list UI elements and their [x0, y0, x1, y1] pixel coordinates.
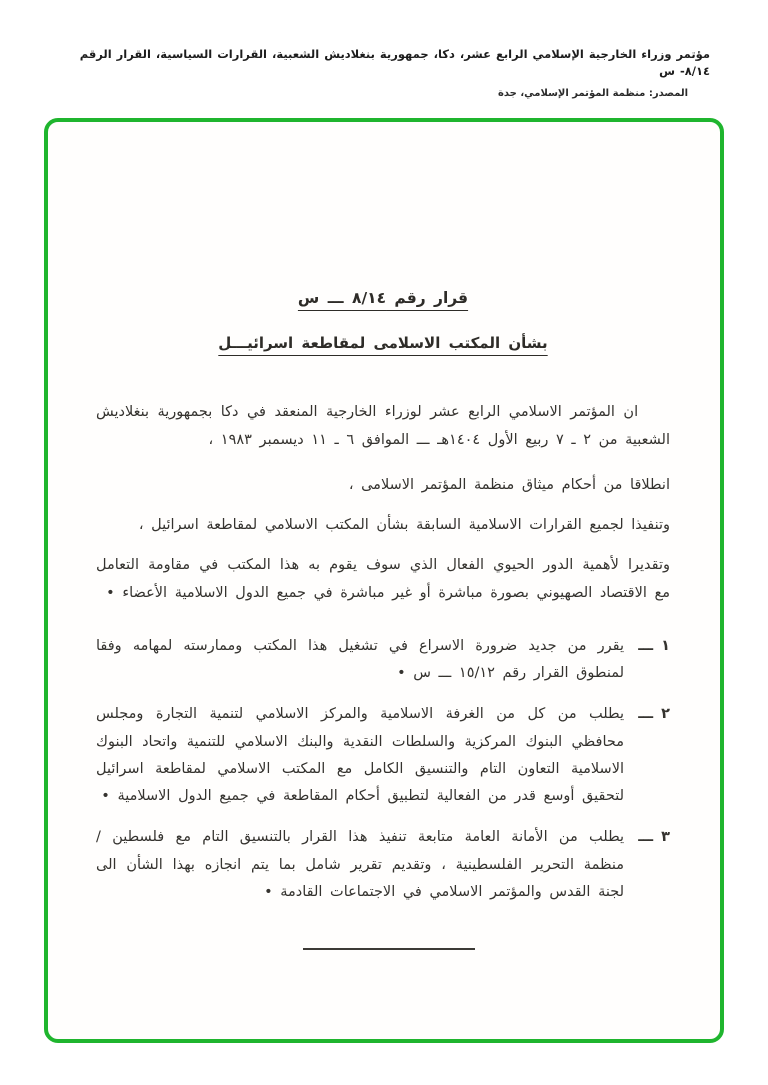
resolution-item [96, 701, 670, 810]
item-text: يطلب من كل من الغرفة الاسلامية والمركز الاسلامي لتنمية التجارة ومجلس محافظي البنوك المركزية والسلطات النقدية والبنك الاسلامي للتنمية واتحاد البنوك الاسلامية التعاون التام والتنسيق الكامل مع المكتب الاسلامي لمقاطعة اسرائيل لتحقيق أوسع قدر من الفعالية لتطبيق أحكام المقاطعة في جميع الدول الاسلامية • [96, 706, 624, 805]
header-source-note: المصدر: منظمة المؤتمر الإسلامي، جدة [498, 87, 689, 99]
preamble-paragraph: وتنفيذا لجميع القرارات الاسلامية السابقة بشأن المكتب الاسلامي لمقاطعة اسرائيل ، [138, 517, 670, 534]
document-frame [44, 118, 724, 1043]
preamble-paragraph: انطلاقا من أحكام ميثاق منظمة المؤتمر الاسلامى ، [348, 476, 670, 493]
closing-rule [303, 948, 475, 950]
resolution-item [96, 824, 670, 906]
resolution-subtitle: بشأن المكتب الاسلامى لمقاطعة اسرائيـــل [218, 334, 548, 353]
preamble-paragraph: ان المؤتمر الاسلامي الرابع عشر لوزراء الخارجية المنعقد في دكا بجمهورية بنغلاديش الشعبية من ٢ ـ ٧ ربيع الأول ١٤٠٤هـ ـــ الموافق ٦ ـ ١١ ديسمبر ١٩٨٣ ، [96, 404, 670, 448]
item-number: ١ ـــ [638, 637, 670, 654]
resolution-title: قرار رقم ٨/١٤ ـــ س [297, 289, 469, 307]
page-header [58, 46, 710, 101]
header-citation: مؤتمر وزراء الخارجية الإسلامي الرابع عشر، دكا، جمهورية بنغلاديش الشعبية، القرارات السياسية، القرار الرقم ٨/١٤- س [79, 47, 710, 79]
scan-content [48, 122, 720, 1039]
item-text: يقرر من جديد ضرورة الاسراع في تشغيل هذا المكتب وممارسته لمهامه وفقا لمنطوق القرار رقم ١٥/١٢ ـــ س • [96, 637, 624, 682]
resolution-item [96, 633, 670, 688]
item-text: يطلب من الأمانة العامة متابعة تنفيذ هذا القرار بالتنسيق التام مع فلسطين / منظمة التحرير الفلسطينية ، وتقديم تقرير شامل بما يتم انجازه بهذا الشأن الى لجنة القدس والمؤتمر الاسلامي في الاجتماعات القادمة • [96, 829, 624, 900]
item-number: ٣ ـــ [638, 829, 670, 846]
item-number: ٢ ـــ [638, 706, 670, 723]
preamble-paragraph: وتقديرا لأهمية الدور الحيوي الفعال الذي سوف يقوم به هذا المكتب في مقاومة التعامل مع الاقتصاد الصهيوني بصورة مباشرة أو غير مباشرة في جميع الدول الاسلامية الأعضاء • [96, 557, 670, 601]
